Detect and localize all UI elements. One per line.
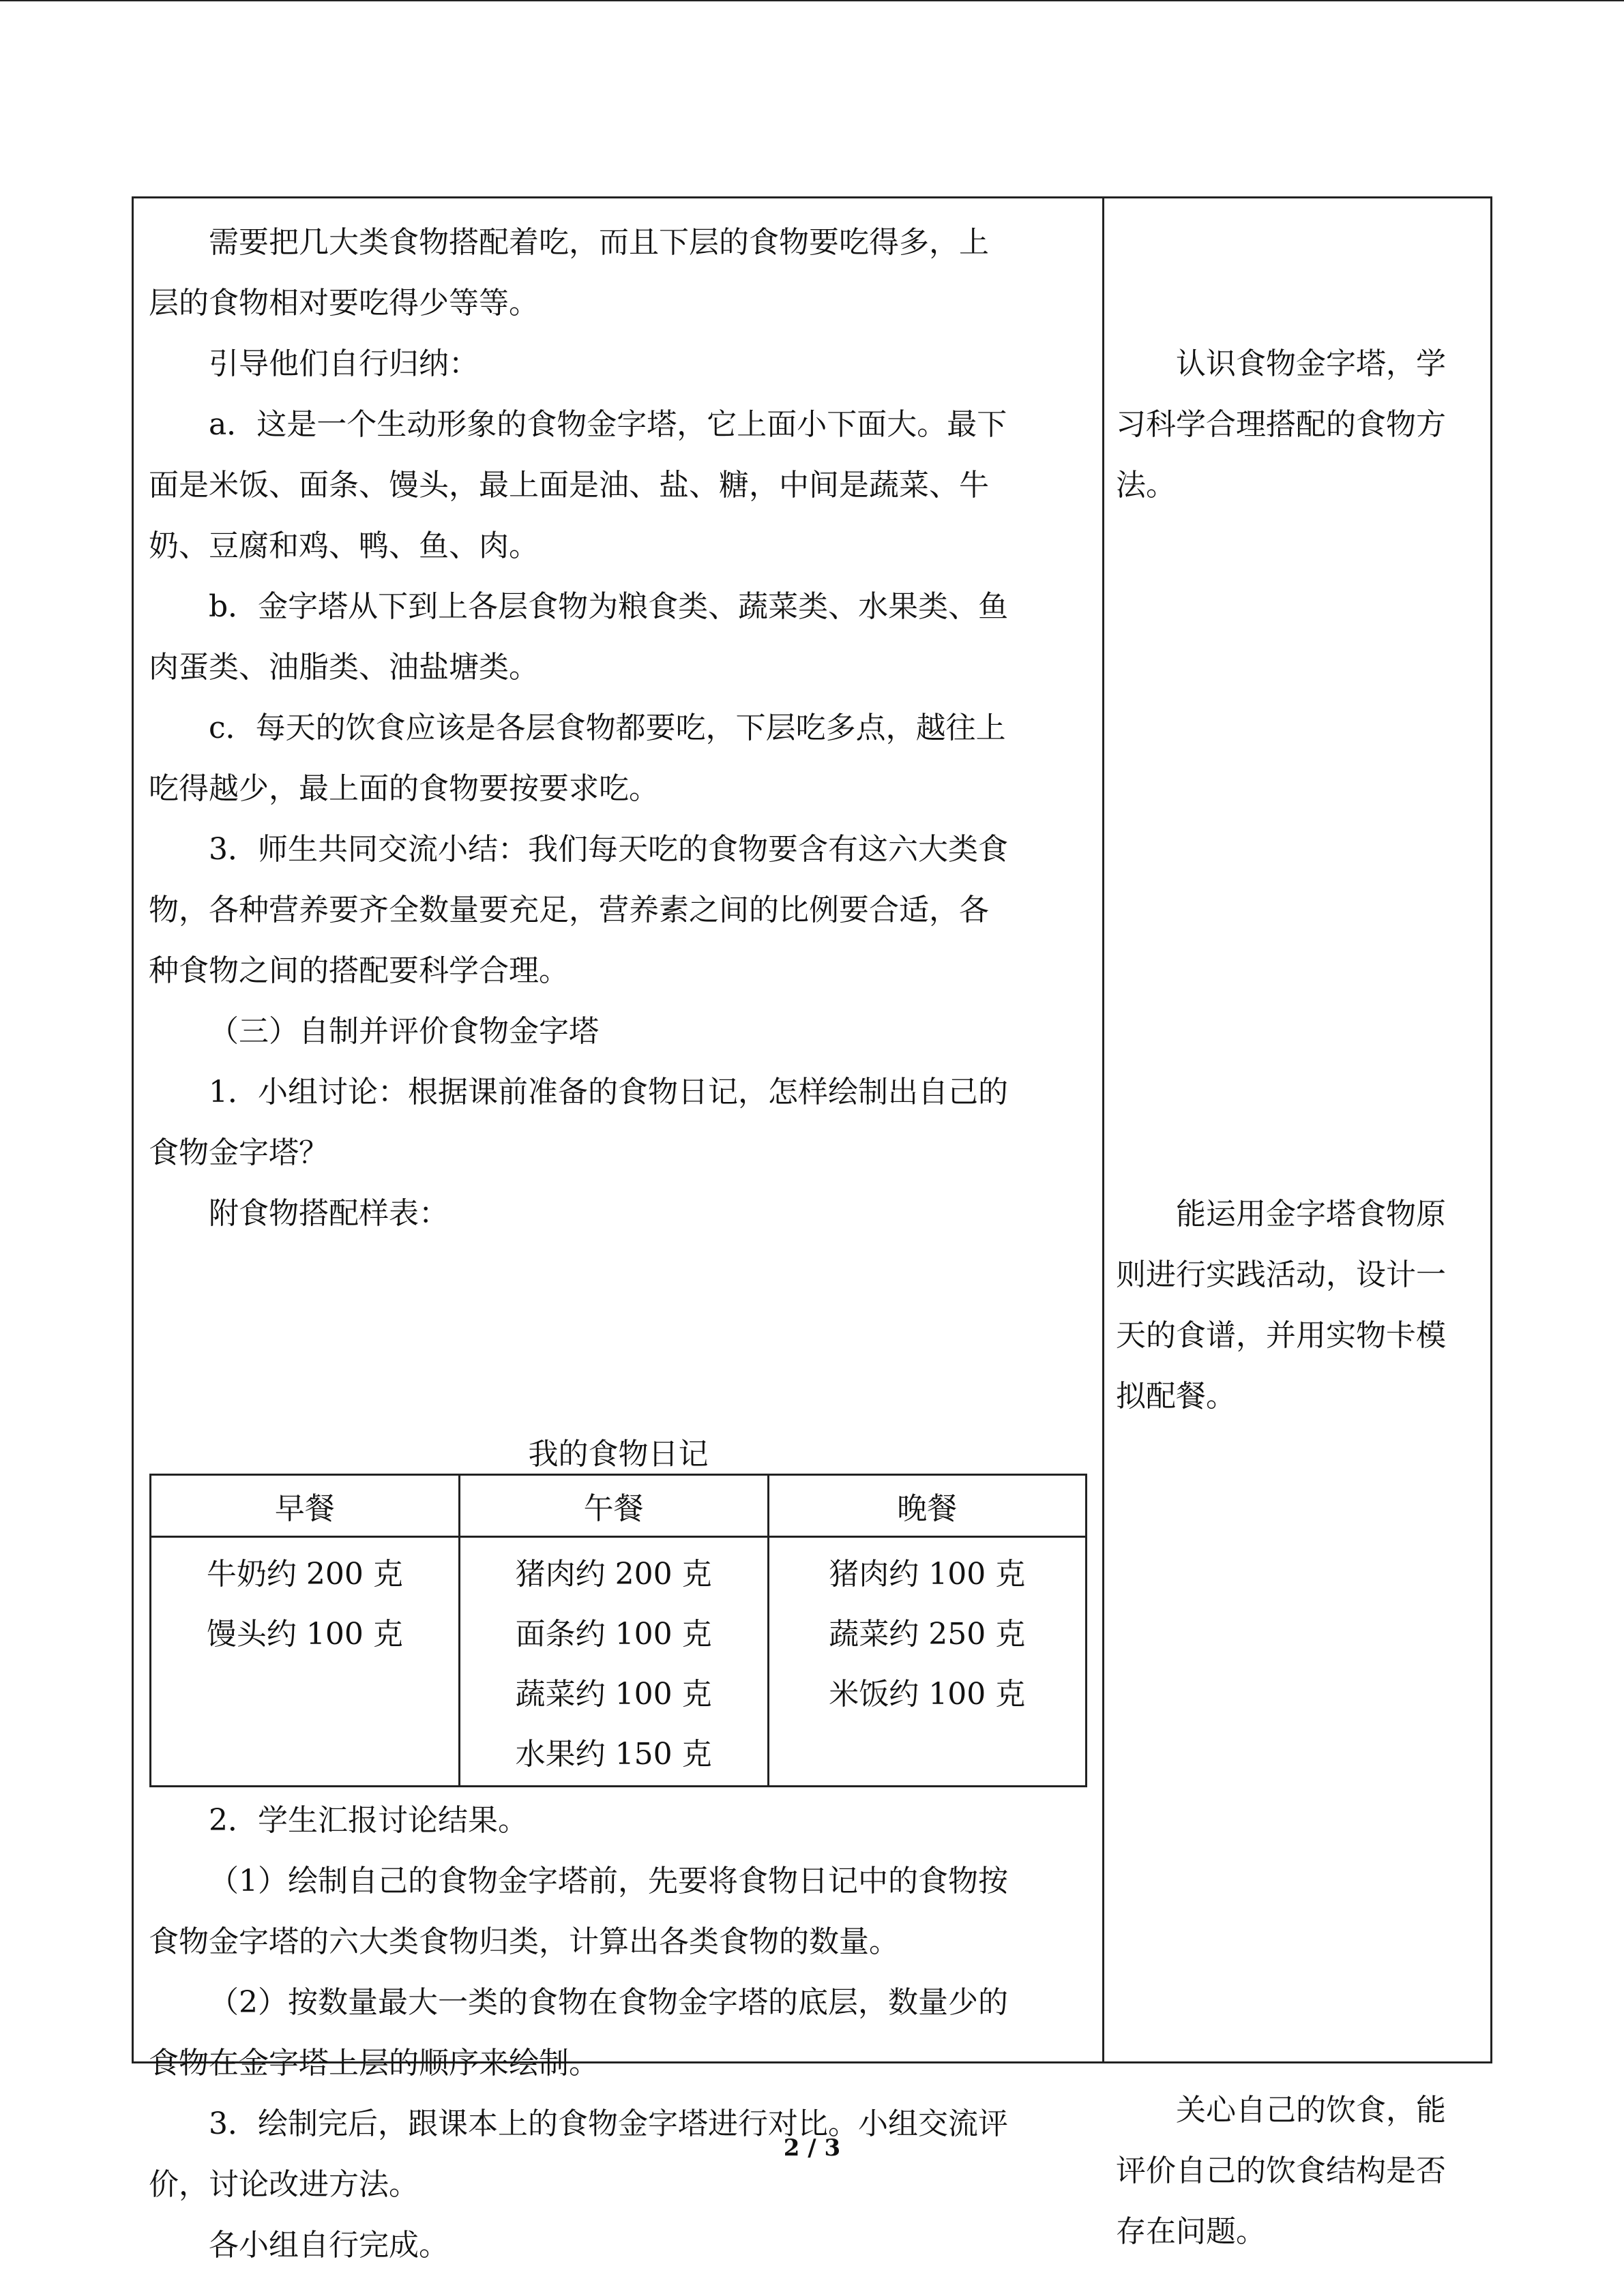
section-heading: （三）自制并评价食物金字塔 bbox=[209, 1014, 599, 1049]
text-line: 面是米饭、面条、馒头，最上面是油、盐、糖，中间是蔬菜、牛 bbox=[149, 468, 989, 503]
food-item: 面条约 100 克 bbox=[515, 1617, 712, 1652]
objective-note bbox=[1116, 333, 1484, 516]
food-diary-table bbox=[149, 1474, 1087, 1787]
note-line: 天的食谱，并用实物卡模 bbox=[1116, 1318, 1446, 1353]
text-line: 3．绘制完后，跟课本上的食物金字塔进行对比。小组交流评 bbox=[209, 2106, 1008, 2141]
note-line: 能运用金字塔食物原 bbox=[1176, 1197, 1446, 1232]
food-item: 猪肉约 200 克 bbox=[515, 1557, 712, 1592]
note-line: 认识食物金字塔，学 bbox=[1176, 346, 1446, 381]
food-diary-caption: 我的食物日记 bbox=[528, 1437, 709, 1472]
food-item: 牛奶约 200 克 bbox=[206, 1557, 403, 1592]
teaching-process-column bbox=[149, 212, 1087, 1244]
food-item: 馒头约 100 克 bbox=[206, 1617, 403, 1652]
dinner-cell bbox=[768, 1537, 1087, 1787]
text-line: 2．学生汇报讨论结果。 bbox=[209, 1803, 528, 1838]
note-line: 习科学合理搭配的食物方 bbox=[1116, 407, 1446, 442]
text-line: 食物在金字塔上层的顺序来绘制。 bbox=[149, 2046, 599, 2081]
text-line: 3．师生共同交流小结：我们每天吃的食物要含有这六大类食 bbox=[209, 832, 1008, 867]
text-line: 层的食物相对要吃得少等等。 bbox=[149, 286, 539, 320]
header-dinner: 晚餐 bbox=[768, 1475, 1087, 1537]
table-row bbox=[151, 1537, 1087, 1787]
text-line: 需要把几大类食物搭配着吃，而且下层的食物要吃得多，上 bbox=[209, 225, 989, 260]
note-line: 则进行实践活动，设计一 bbox=[1116, 1257, 1446, 1292]
note-line: 存在问题。 bbox=[1116, 2214, 1266, 2249]
food-item: 蔬菜约 100 克 bbox=[515, 1677, 712, 1712]
food-item: 水果约 150 克 bbox=[515, 1737, 712, 1772]
objective-note bbox=[1116, 2080, 1484, 2262]
note-line: 法。 bbox=[1116, 468, 1176, 503]
text-line: 种食物之间的搭配要科学合理。 bbox=[149, 953, 569, 988]
text-line: 附食物搭配样表： bbox=[209, 1196, 449, 1231]
text-line: 食物金字塔？ bbox=[149, 1135, 329, 1170]
text-line: 奶、豆腐和鸡、鸭、鱼、肉。 bbox=[149, 528, 539, 563]
page-top-border bbox=[0, 0, 1624, 1]
food-item: 蔬菜约 250 克 bbox=[829, 1617, 1026, 1652]
text-line: 引导他们自行归纳： bbox=[209, 346, 479, 381]
note-line: 拟配餐。 bbox=[1116, 1379, 1236, 1414]
lunch-cell bbox=[459, 1537, 768, 1787]
text-line: 价，讨论改进方法。 bbox=[149, 2167, 419, 2202]
text-line: 物，各种营养要齐全数量要充足，营养素之间的比例要合适，各 bbox=[149, 893, 989, 927]
text-line: a．这是一个生动形象的食物金字塔，它上面小下面大。最下 bbox=[209, 407, 1007, 442]
text-line: 吃得越少，最上面的食物要按要求吃。 bbox=[149, 771, 659, 806]
table-header-row bbox=[151, 1475, 1087, 1537]
food-item: 米饭约 100 克 bbox=[829, 1677, 1026, 1712]
text-line: 各小组自行完成。 bbox=[209, 2228, 449, 2263]
text-line: 肉蛋类、油脂类、油盐塘类。 bbox=[149, 650, 539, 685]
header-lunch: 午餐 bbox=[459, 1475, 768, 1537]
text-line: 食物金字塔的六大类食物归类，计算出各类食物的数量。 bbox=[149, 1924, 899, 1959]
teaching-process-continued bbox=[149, 1790, 1087, 2276]
objective-note bbox=[1116, 1184, 1484, 1427]
food-item: 猪肉约 100 克 bbox=[829, 1557, 1026, 1592]
page-number: 2 / 3 bbox=[783, 2134, 841, 2162]
header-breakfast: 早餐 bbox=[151, 1475, 460, 1537]
column-divider bbox=[1102, 198, 1104, 2061]
text-line: （2）按数量最大一类的食物在食物金字塔的底层，数量少的 bbox=[209, 1985, 1008, 2020]
text-line: b．金字塔从下到上各层食物为粮食类、蔬菜类、水果类、鱼 bbox=[209, 589, 1009, 624]
breakfast-cell bbox=[151, 1537, 460, 1787]
note-line: 关心自己的饮食，能 bbox=[1176, 2093, 1446, 2128]
note-line: 评价自己的饮食结构是否 bbox=[1116, 2153, 1446, 2188]
text-line: （1）绘制自己的食物金字塔前，先要将食物日记中的食物按 bbox=[209, 1864, 1008, 1898]
text-line: 1．小组讨论：根据课前准备的食物日记，怎样绘制出自己的 bbox=[209, 1075, 1008, 1109]
text-line: c．每天的饮食应该是各层食物都要吃，下层吃多点，越往上 bbox=[209, 711, 1006, 745]
